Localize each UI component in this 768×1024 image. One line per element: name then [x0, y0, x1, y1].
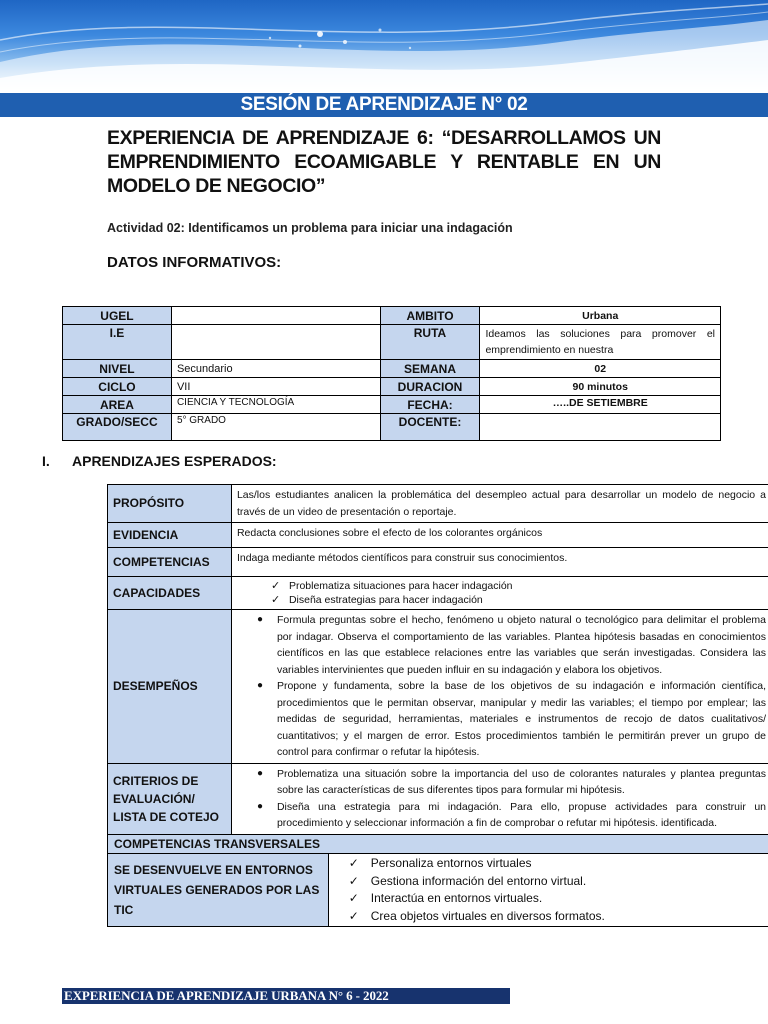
evidencia-text: Redacta conclusiones sobre el efecto de los colorantes orgánicos [231, 523, 768, 548]
duracion-label: DURACION [380, 378, 480, 396]
tic-text: Crea objetos virtuales en diversos formatos. [370, 908, 605, 923]
desempeno-text: Formula preguntas sobre el hecho, fenómeno u objeto natural o tecnológico para delimitar el problema por indagar. Observa el comportamiento de las variables. Plantea hipótesis basadas en conocimientos científicos en las que establece relaciones entre las variables que serán investigadas. Considera las variables intervinientes que pueden influir en su indagación y elabora los objetivos. [276, 614, 766, 676]
competencias-text: Indaga mediante métodos científicos para construir sus conocimientos. [231, 548, 768, 577]
competencias-transversales-heading: COMPETENCIAS TRANSVERSALES [108, 834, 768, 854]
area-label: AREA [63, 396, 172, 414]
check-icon: ✓ [270, 580, 281, 592]
area-value: CIENCIA Y TECNOLOGÍA [171, 396, 380, 414]
ambito-label: AMBITO [380, 307, 480, 325]
proposito-text: Las/los estudiantes analicen la problemática del desempleo actual para desarrollar un modelo de negocio a través de un video de presentación o reportaje. [231, 485, 768, 523]
section-title: APRENDIZAJES ESPERADOS: [72, 453, 277, 469]
capacidad-text: Problematiza situaciones para hacer indagación [288, 580, 513, 592]
tic-text: Personaliza entornos virtuales [370, 856, 532, 870]
ciclo-value: VII [171, 378, 380, 396]
ie-label: I.E [63, 325, 172, 360]
ugel-label: UGEL [63, 307, 172, 325]
list-item [333, 855, 767, 873]
grado-label: GRADO/SECC [63, 414, 172, 441]
bullet-icon: ● [256, 614, 263, 625]
list-item [333, 908, 767, 926]
list-item [237, 766, 766, 799]
nivel-value: Secundario [171, 360, 380, 378]
docente-label: DOCENTE: [380, 414, 480, 441]
section-number: I. [42, 453, 50, 469]
ugel-value [171, 307, 380, 325]
desempenos-label: DESEMPEÑOS [108, 610, 232, 764]
docente-value [480, 414, 721, 441]
nivel-label: NIVEL [63, 360, 172, 378]
capacidades-label: CAPACIDADES [108, 577, 232, 610]
experience-title-line1: EXPERIENCIA DE APRENDIZAJE 6: “DESARROLLAMOS UN [107, 127, 661, 149]
experience-title [107, 126, 661, 198]
list-item [237, 612, 766, 678]
list-item [237, 799, 766, 832]
section-heading-aprendizajes [42, 453, 277, 469]
table-row [108, 548, 768, 577]
desempenos-cell [231, 610, 768, 764]
banner-wave-graphic [0, 0, 768, 92]
fecha-label: FECHA: [380, 396, 480, 414]
ciclo-label: CICLO [63, 378, 172, 396]
desempenos-list [237, 612, 766, 761]
list-item [237, 593, 766, 607]
capacidades-cell [231, 577, 768, 610]
bullet-icon: ● [256, 680, 263, 691]
list-item [333, 873, 767, 891]
table-row [63, 325, 721, 360]
check-icon: ✓ [348, 856, 359, 870]
proposito-label: PROPÓSITO [108, 485, 232, 523]
list-item [333, 890, 767, 908]
fecha-value: …..DE SETIEMBRE [480, 396, 721, 414]
tic-text: Interactúa en entornos virtuales. [370, 891, 543, 905]
table-row [108, 523, 768, 548]
table-row [108, 834, 768, 854]
session-title: SESIÓN DE APRENDIZAJE N° 02 [240, 94, 528, 115]
criterios-cell [231, 763, 768, 834]
duracion-value: 90 minutos [480, 378, 721, 396]
capacidad-text: Diseña estrategias para hacer indagación [288, 594, 483, 606]
aprendizajes-table [107, 484, 768, 927]
table-row [63, 378, 721, 396]
table-row [63, 396, 721, 414]
competencias-label: COMPETENCIAS [108, 548, 232, 577]
tic-cell [328, 854, 768, 927]
check-icon: ✓ [348, 908, 359, 923]
tic-list [333, 855, 767, 925]
table-row [63, 360, 721, 378]
ruta-value: Ideamos las soluciones para promover el emprendimiento en nuestra [480, 325, 721, 360]
check-icon: ✓ [348, 873, 359, 888]
bullet-icon: ● [256, 800, 263, 812]
activity-title: Actividad 02: Identificamos un problema para iniciar una indagación [107, 221, 513, 235]
list-item [237, 579, 766, 593]
desempeno-text: Propone y fundamenta, sobre la base de los objetivos de su indagación e información científica, procedimientos que le permitan observar, manipular y medir las variables; el tiempo por emplear; las medidas de seguridad, herramientas, materiales e instrumentos de recojo de datos cualitativos/ cuantitativos; y el margen de error. Estos procedimientos también le permitirán prever un grupo de control para confirmar o refutar la hipótesis. [276, 680, 766, 758]
ruta-label: RUTA [380, 325, 480, 360]
tic-competence-label: SE DESENVUELVE EN ENTORNOS VIRTUALES GENERADOS POR LAS TIC [108, 854, 329, 927]
semana-label: SEMANA [380, 360, 480, 378]
table-row [108, 610, 768, 764]
footer-text: EXPERIENCIA DE APRENDIZAJE URBANA N° 6 - 2022 [64, 988, 389, 1003]
check-icon: ✓ [270, 594, 281, 606]
datos-informativos-heading: DATOS INFORMATIVOS: [107, 254, 282, 271]
ie-value [171, 325, 380, 360]
criterio-text: Diseña una estrategia para mi indagación. Para ello, propuse actividades para construir un procedimiento y seleccionar información a fin de comprobar o refutar mi hipótesis. identificada. [276, 800, 766, 829]
grado-value: 5° GRADO [171, 414, 380, 441]
evidencia-label: EVIDENCIA [108, 523, 232, 548]
semana-value: 02 [480, 360, 721, 378]
criterio-text: Problematiza una situación sobre la importancia del uso de colorantes naturales y plantea preguntas sobre las características de sus diferentes tipos para formular mi hipótesis. [276, 767, 766, 796]
table-row [108, 854, 768, 927]
table-row [63, 414, 721, 441]
bullet-icon: ● [256, 767, 263, 779]
table-row [108, 485, 768, 523]
tic-text: Gestiona información del entorno virtual. [370, 873, 587, 888]
experience-title-rest: EMPRENDIMIENTO ECOAMIGABLE Y RENTABLE EN UN MODELO DE NEGOCIO” [107, 151, 661, 197]
criterios-list [237, 766, 766, 832]
list-item [237, 678, 766, 761]
ambito-value: Urbana [480, 307, 721, 325]
capacidades-list [237, 579, 766, 607]
table-row [108, 763, 768, 834]
table-row [63, 307, 721, 325]
info-table [62, 306, 721, 441]
check-icon: ✓ [348, 891, 359, 905]
criterios-label: CRITERIOS DE EVALUACIÓN/ LISTA DE COTEJO [108, 763, 232, 834]
table-row [108, 577, 768, 610]
header-banner [0, 0, 768, 92]
